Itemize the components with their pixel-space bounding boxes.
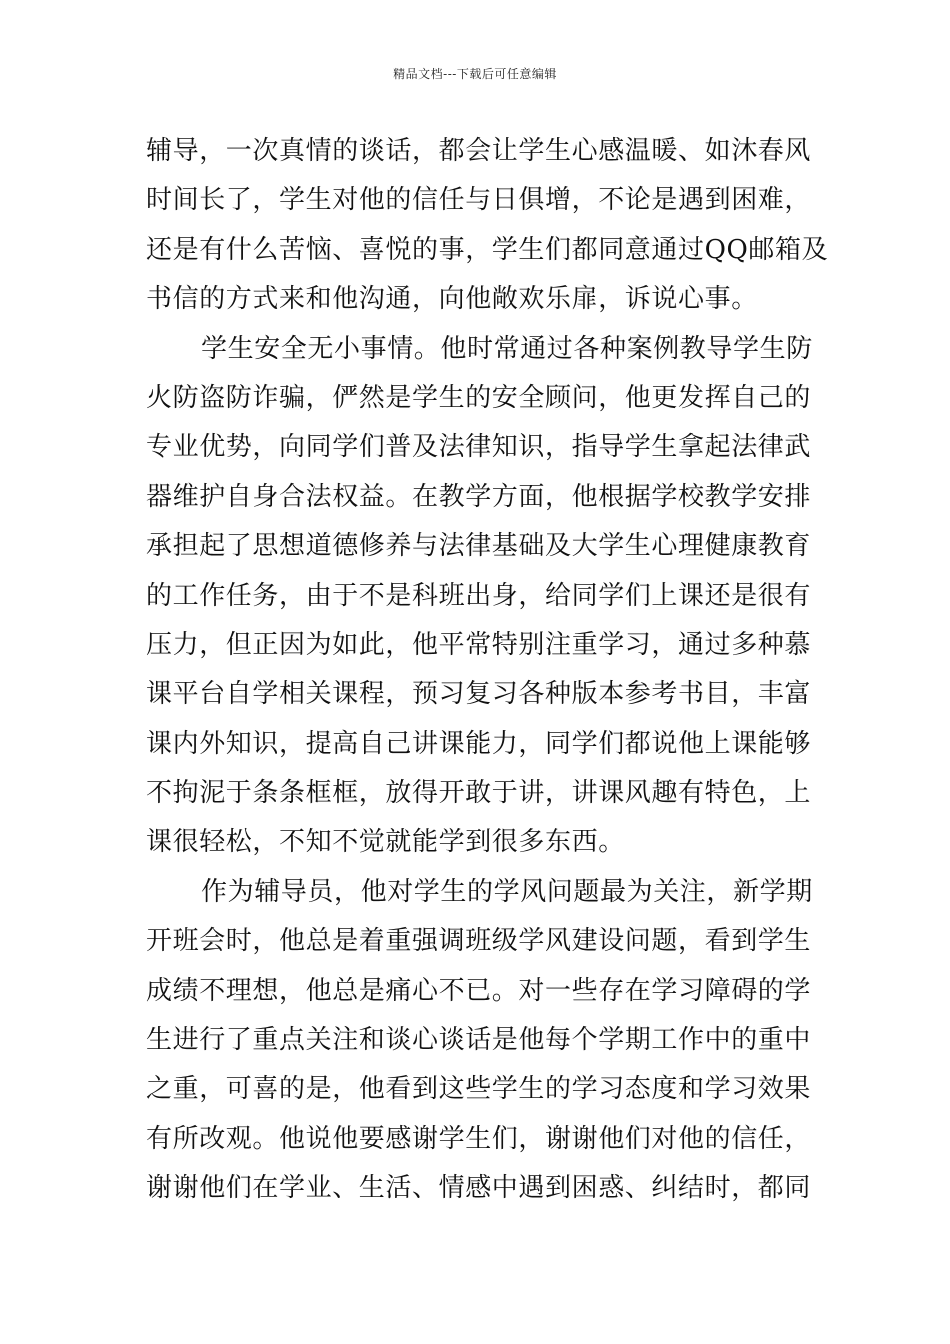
text-line: 作为辅导员，他对学生的学风问题最为关注，新学期 xyxy=(201,876,813,907)
text-line: 时间长了，学生对他的信任与日俱增，不论是遇到困难， xyxy=(146,185,812,216)
text-line: 生进行了重点关注和谈心谈话是他每个学期工作中的重中 xyxy=(146,1025,812,1056)
text-line: 承担起了思想道德修养与法律基础及大学生心理健康教育 xyxy=(146,531,812,562)
body-text xyxy=(146,127,829,1214)
text-line: 压力，但正因为如此，他平常特别注重学习，通过多种慕 xyxy=(146,629,812,660)
page-header: 精品文档---下载后可任意编辑 xyxy=(393,67,557,81)
text-line: 课平台自学相关课程，预习复习各种版本参考书目，丰富 xyxy=(146,679,812,710)
text-line: 辅导，一次真情的谈话，都会让学生心感温暖、如沐春风 xyxy=(146,136,812,166)
text-line: 谢谢他们在学业、生活、情感中遇到困惑、纠结时，都同 xyxy=(146,1173,812,1204)
text-line: 成绩不理想，他总是痛心不已。对一些存在学习障碍的学 xyxy=(146,975,812,1006)
text-line: 还是有什么苦恼、喜悦的事，学生们都同意通过QQ邮箱及 xyxy=(146,234,829,265)
text-line: 学生安全无小事情。他时常通过各种案例教导学生防 xyxy=(201,333,813,364)
text-line: 的工作任务，由于不是科班出身，给同学们上课还是很有 xyxy=(146,580,812,611)
text-line: 开班会时，他总是着重强调班级学风建设问题，看到学生 xyxy=(146,926,812,957)
text-line: 火防盗防诈骗，俨然是学生的安全顾问，他更发挥自己的 xyxy=(146,382,812,413)
text-line: 不拘泥于条条框框，放得开敢于讲，讲课风趣有特色，上 xyxy=(146,778,812,809)
text-line: 课很轻松，不知不觉就能学到很多东西。 xyxy=(146,827,625,858)
text-line: 课内外知识，提高自己讲课能力，同学们都说他上课能够 xyxy=(146,728,812,759)
text-line: 有所改观。他说他要感谢学生们，谢谢他们对他的信任， xyxy=(146,1123,812,1154)
text-line: 专业优势，向同学们普及法律知识，指导学生拿起法律武 xyxy=(146,432,812,463)
text-line: 器维护自身合法权益。在教学方面，他根据学校教学安排 xyxy=(146,481,812,512)
text-line: 书信的方式来和他沟通，向他敞欢乐扉，诉说心事。 xyxy=(146,284,758,315)
text-line: 之重，可喜的是，他看到这些学生的学习态度和学习效果 xyxy=(146,1074,812,1105)
